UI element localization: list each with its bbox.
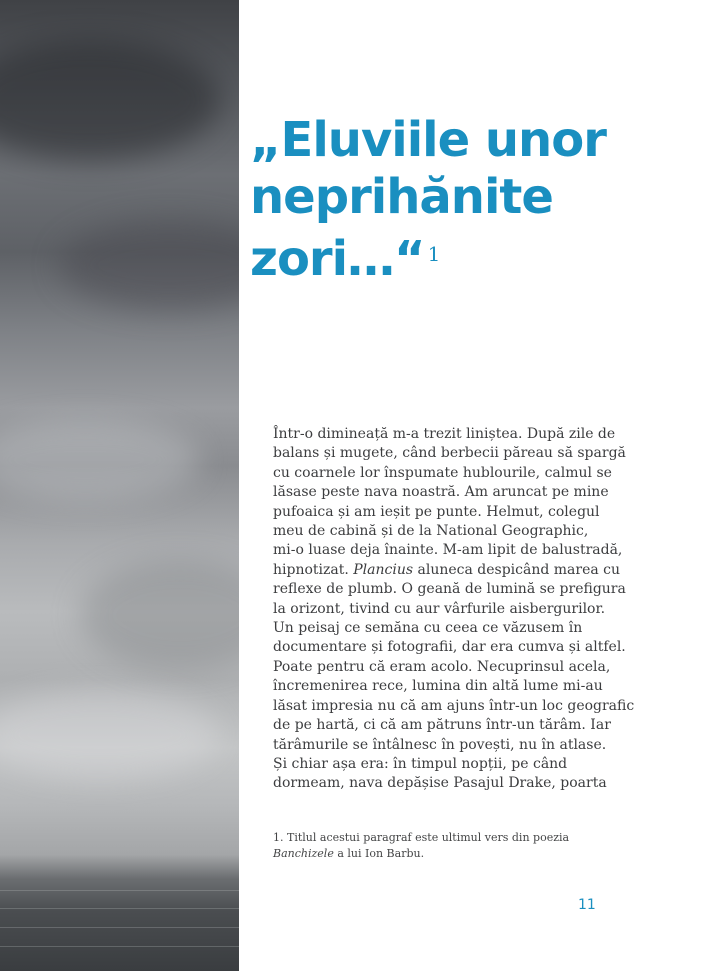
text-line: pufoaica și am ieșit pe punte. Helmut, colegul <box>273 503 600 520</box>
chapter-title <box>250 112 680 288</box>
footnote-line: 1. Titlul acestui paragraf este ultimul vers din poezia <box>273 831 570 844</box>
text-line: Într-o dimineață m-a trezit liniștea. După zile de <box>273 426 616 442</box>
ship-name: Plancius <box>353 561 414 578</box>
footnote-reference: 1 <box>427 242 441 266</box>
cloud-shape <box>80 560 239 670</box>
sky-sea-photo <box>0 0 239 971</box>
poem-title: Banchizele <box>273 847 334 860</box>
cloud-shape <box>0 690 220 780</box>
text-line: reflexe de plumb. O geană de lumină se prefigura <box>273 581 626 598</box>
text-line: documentare și fotografii, dar era cumva și altfel. <box>273 639 626 656</box>
wave-line <box>0 890 239 891</box>
text-line: încremenirea rece, lumina din altă lume mi-au <box>273 678 603 695</box>
text-line: meu de cabină și de la National Geographic, <box>273 523 589 540</box>
text-line: cu coarnele lor înspumate hublourile, calmul se <box>273 464 612 481</box>
text-line: mi-o luase deja înainte. M-am lipit de balustradă, <box>273 542 623 559</box>
wave-line <box>0 927 239 928</box>
text-line: Poate pentru că eram acolo. Necuprinsul acela, <box>273 658 611 675</box>
text-line: balans și mugete, când berbecii păreau să spargă <box>273 445 626 462</box>
title-line: neprihănite <box>250 169 553 225</box>
wave-line <box>0 946 239 947</box>
cloud-shape <box>0 40 220 160</box>
text-line: de pe hartă, ci că am pătruns într-un tărâm. Iar <box>273 717 611 734</box>
text-line: Și chiar așa era: în timpul nopții, pe când <box>273 755 568 772</box>
title-line-text: zori…“ <box>250 231 425 287</box>
text-segment: hipnotizat. <box>273 561 349 578</box>
footnote-segment: a lui Ion Barbu. <box>337 847 425 860</box>
body-text <box>273 425 635 794</box>
cloud-shape <box>60 220 239 310</box>
page-number: 11 <box>578 897 596 913</box>
text-segment: aluneca despicând marea cu <box>417 561 621 578</box>
text-line: dormeam, nava depășise Pasajul Drake, poarta <box>273 775 607 792</box>
title-line <box>250 226 680 288</box>
sea-surface <box>0 880 239 971</box>
text-line <box>273 561 621 580</box>
footnote-line <box>273 846 593 862</box>
text-line: la orizont, tivind cu aur vârfurile aisbergurilor. <box>273 600 606 617</box>
title-line: „Eluviile unor <box>250 112 606 168</box>
wave-line <box>0 908 239 909</box>
cloud-shape <box>0 420 200 500</box>
footnote <box>273 830 593 862</box>
text-line: tărâmurile se întâlnesc în povești, nu în atlase. <box>273 736 607 753</box>
text-line: lăsat impresia nu că am ajuns într-un loc geografic <box>273 697 635 714</box>
text-line: lăsase peste nava noastră. Am aruncat pe mine <box>273 484 609 501</box>
text-line: Un peisaj ce semăna cu ceea ce văzusem în <box>273 620 583 637</box>
